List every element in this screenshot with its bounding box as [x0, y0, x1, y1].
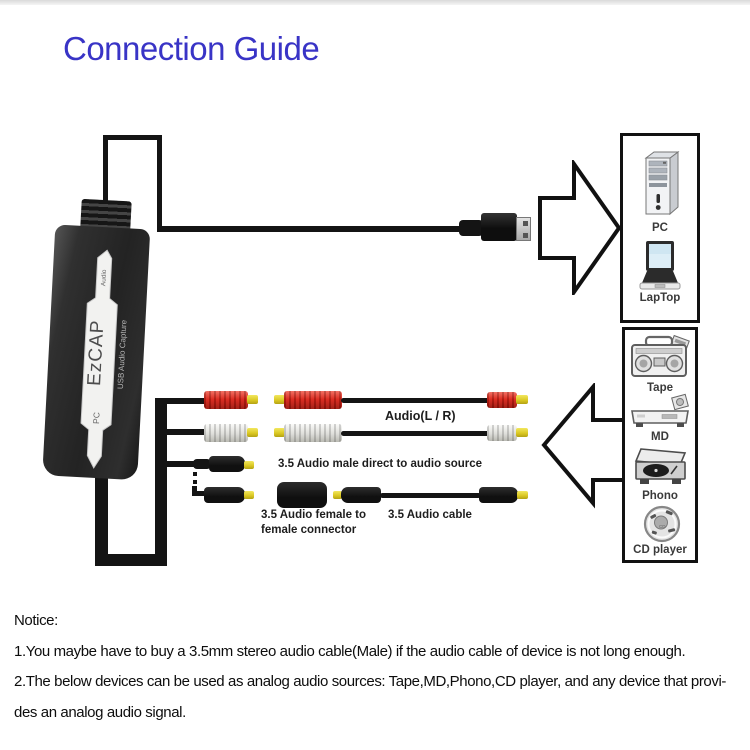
female-female-connector [277, 482, 327, 508]
top-strip [0, 0, 750, 5]
rca-tip-red-left [247, 395, 258, 404]
label-female-adapter-line2: female connector [261, 524, 357, 536]
device-subtitle: USB Audio Capture [115, 319, 129, 390]
tape-label: Tape [647, 382, 673, 394]
cable35-plug-east [479, 487, 518, 503]
rca-cable-plug-white-west [284, 424, 342, 442]
usb-cable-segment-horizontal [157, 226, 463, 232]
page-title: Connection Guide [63, 30, 320, 67]
laptop-label: LapTop [639, 292, 681, 304]
label-male-direct: 3.5 Audio male direct to audio source [278, 458, 483, 470]
rca-plug-white-left [204, 424, 248, 442]
notice-line-2: 2.The below devices can be used as analog audio sources: Tape,MD,Phono,CD player, and any device that provi- [14, 673, 726, 690]
plug35-left-body [204, 487, 245, 503]
rca-tip-white-left [247, 428, 258, 437]
label-audio-cable: 3.5 Audio cable [388, 509, 472, 521]
notice-line-3: des an analog audio signal. [14, 703, 186, 721]
computers-box [620, 133, 700, 323]
usb-plug-metal [516, 217, 531, 241]
branch-line-white [165, 429, 207, 435]
pc-label: PC [652, 222, 668, 234]
arrow-left-from-sources [540, 383, 632, 509]
label-audio-lr: Audio(L / R) [385, 409, 456, 423]
plug35-male-tip [244, 461, 254, 469]
notice-heading: Notice: [14, 612, 58, 629]
label-female-adapter-line1: 3.5 Audio female to [261, 509, 367, 521]
usb-cable-segment-right [157, 135, 162, 230]
notice-block [14, 606, 750, 728]
trunk-segment-up [155, 398, 167, 566]
plug35-male-body [209, 456, 245, 472]
arrow-right-to-pc [538, 160, 623, 295]
rca-cable-tip-red-east [516, 395, 528, 404]
rca-cable-red [341, 398, 490, 403]
usb-plug-body [481, 213, 517, 241]
usb-cable-segment-left [103, 135, 108, 210]
cable35-plug-west [341, 487, 381, 503]
sources-box [622, 327, 698, 563]
usb-plug-boot [459, 220, 483, 236]
svg-text:CD: CD [659, 524, 666, 529]
rca-cable-tip-white-east [516, 428, 528, 437]
rca-cable-plug-red-east [487, 392, 517, 408]
rca-plug-red-left [204, 391, 248, 409]
plug35-left-tip [244, 491, 254, 499]
md-label: MD [651, 431, 669, 443]
desktop-tower-icon [640, 150, 682, 220]
usb-cable-segment-top [103, 135, 162, 140]
turntable-icon [632, 447, 690, 491]
device-pc-label: PC [91, 411, 102, 425]
phono-label: Phono [642, 490, 678, 502]
notice-line-1: 1.You maybe have to buy a 3.5mm stereo audio cable(Male) if the audio cable of device is not long enough. [14, 642, 686, 660]
rca-cable-white [341, 431, 490, 436]
cable35-tip-east [517, 491, 528, 499]
ezcap-device [42, 198, 151, 481]
cd-player-label: CD player [633, 544, 687, 556]
md-player-icon [628, 393, 692, 431]
boombox-icon [630, 334, 690, 384]
laptop-icon [638, 239, 682, 291]
rca-cable-plug-white-east [487, 425, 517, 441]
device-brand: EzCAP [84, 319, 109, 387]
cd-player-icon [640, 504, 684, 546]
rca-cable-plug-red-west [284, 391, 342, 409]
trunk-segment-device-down [95, 468, 108, 566]
dotted-connector-line [193, 472, 197, 486]
device-audio-label: Audio [100, 269, 109, 287]
cable35-wire [380, 493, 481, 498]
branch-line-red [165, 398, 207, 404]
